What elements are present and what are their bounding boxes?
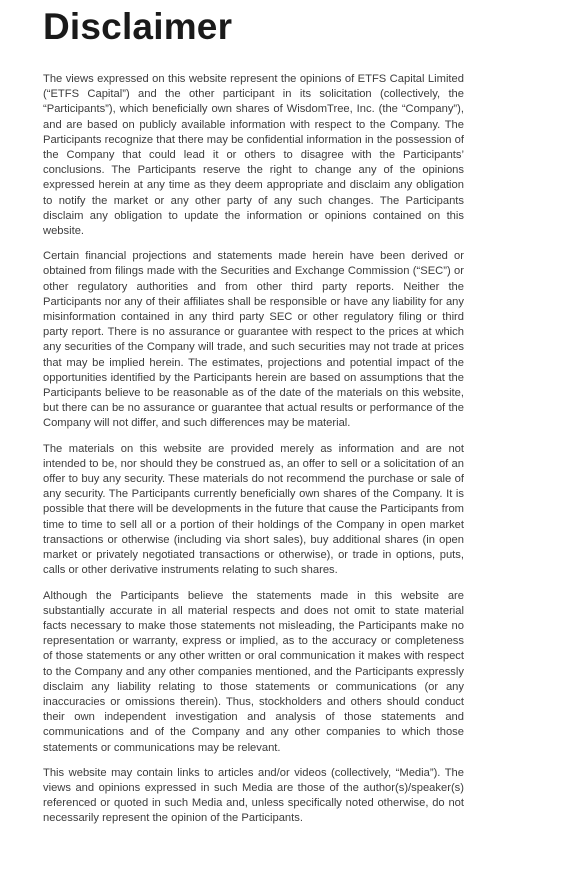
paragraph-media: This website may contain links to articles and/or videos (collectively, “Media”). The views and opinions expressed in such Media are those of the author(s)/speaker(s) referenced or quoted in such Media and, unless specifically noted otherwise, do not necessarily represent the opinion of the Participants. — [43, 766, 464, 825]
disclaimer-body — [43, 72, 464, 827]
paragraph-views: The views expressed on this website represent the opinions of ETFS Capital Limited (“ETFS Capital”) and the other participant in its solicitation (collectively, the “Participants”), which beneficially own shares of WisdomTree, Inc. (the “Company”), and are based on publicly available information with respect to the Company. The Participants recognize that there may be confidential information in the possession of the Company that could lead it or others to disagree with the Participants’ conclusions. The Participants reserve the right to change any of the opinions expressed herein at any time as they deem appropriate and disclaim any obligation to notify the market or any other party of any such changes. The Participants disclaim any obligation to update the information or opinions contained on this website. — [43, 73, 464, 238]
paragraph-projections: Certain financial projections and statements made herein have been derived or obtained from filings made with the Securities and Exchange Commission (“SEC”) or other regulatory authorities and from other third party reports. Neither the Participants nor any of their affiliates shall be responsible or have any liability for any misinformation contained in any third party SEC or other regulatory filing or third party report. There is no assurance or guarantee with respect to the prices at which any securities of the Company will trade, and such securities may not trade at prices that may be implied herein. The estimates, projections and potential impact of the opportunities identified by the Participants herein are based on assumptions that the Participants believe to be reasonable as of the date of the materials on this website, but there can be no assurance or guarantee that actual results or performance of the Company will not differ, and such differences may be material. — [43, 250, 464, 430]
paragraph-accuracy: Although the Participants believe the statements made in this website are substantially accurate in all material respects and does not omit to state material facts necessary to make those statements not misleading, the Participants make no representation or warranty, express or implied, as to the accuracy or completeness of those statements or any other written or oral communication it makes with respect to the Company and any other companies mentioned, and the Participants expressly disclaim any liability relating to those statements or communications (or any inaccuracies or omissions therein). Thus, stockholders and others should conduct their own independent investigation and analysis of those statements and communications and of the Company and any other companies to which those statements or communications may be relevant. — [43, 589, 464, 754]
page-title: Disclaimer — [43, 6, 233, 47]
disclaimer-page — [43, 0, 464, 837]
paragraph-materials: The materials on this website are provided merely as information and are not intended to be, nor should they be construed as, an offer to sell or a solicitation of an offer to buy any security. These materials do not recommend the purchase or sale of any security. The Participants currently beneficially own shares of the Company. It is possible that there will be developments in the future that cause the Participants from time to time to sell all or a portion of their holdings of the Company in open market transactions or otherwise (including via short sales), buy additional shares (in open market or privately negotiated transactions or otherwise), or trade in options, puts, calls or other derivative instruments relating to such shares. — [43, 442, 465, 577]
